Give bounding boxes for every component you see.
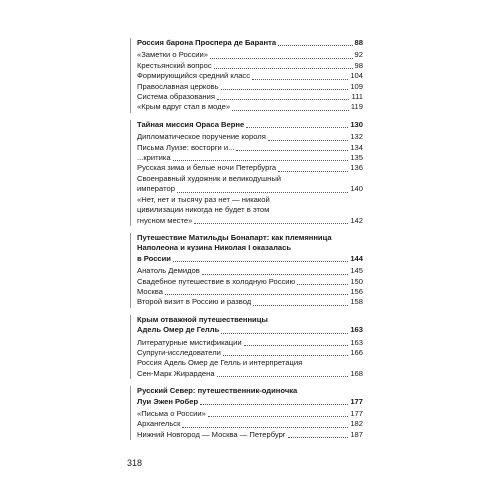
section-heading-line: Крым отважной путешественницы bbox=[137, 314, 268, 324]
leader-dots bbox=[221, 88, 349, 90]
toc-entry-label: Письма Луизе: восторги и... bbox=[137, 142, 235, 152]
leader-dots bbox=[177, 191, 348, 193]
leader-dots bbox=[182, 426, 348, 428]
toc-entry-page: 92 bbox=[354, 50, 363, 60]
leader-dots bbox=[253, 304, 348, 306]
toc-section bbox=[130, 386, 363, 440]
section-title: в России bbox=[137, 253, 171, 263]
leader-dots bbox=[252, 78, 348, 80]
toc-entry[interactable] bbox=[137, 348, 363, 358]
toc-entry-label: Формирующийся средний класс bbox=[137, 71, 251, 81]
toc-entry[interactable] bbox=[137, 143, 363, 153]
toc-entry-page: 166 bbox=[350, 347, 363, 357]
toc-entry-page: 98 bbox=[354, 60, 363, 70]
section-heading[interactable] bbox=[137, 120, 363, 130]
toc-entry[interactable] bbox=[137, 61, 363, 71]
toc-entry-page: 156 bbox=[350, 286, 363, 296]
section-heading-line: Русский Север: путешественник-одиночка bbox=[137, 386, 298, 396]
toc-entry-page: 132 bbox=[350, 132, 363, 142]
page-number: 318 bbox=[127, 458, 143, 468]
section-page: 130 bbox=[350, 119, 363, 129]
toc-entry[interactable] bbox=[137, 195, 363, 226]
toc-entry[interactable] bbox=[137, 338, 363, 348]
toc-entry-label: Архангельск bbox=[137, 419, 181, 429]
section-heading-line: Путешествие Матильды Бонапарт: как племянница bbox=[137, 232, 332, 242]
leader-dots bbox=[200, 403, 348, 405]
toc-section bbox=[130, 38, 363, 113]
section-title: Тайная миссия Ораса Верне bbox=[137, 119, 245, 129]
section-title: Россия барона Проспера де Баранта bbox=[137, 38, 277, 47]
toc-entry-label: ...критика bbox=[137, 153, 171, 163]
toc-entry-label: Второй визит в Россию и развод bbox=[137, 297, 252, 307]
toc-entry[interactable] bbox=[137, 153, 363, 163]
section-heading[interactable] bbox=[137, 315, 363, 336]
leader-dots bbox=[236, 149, 348, 151]
toc-entry-label: Москва bbox=[137, 286, 163, 296]
toc-entry-page: 150 bbox=[350, 276, 363, 286]
toc-section-block bbox=[130, 315, 363, 379]
toc-section bbox=[130, 315, 363, 379]
toc-section-block bbox=[130, 233, 363, 308]
leader-dots bbox=[278, 170, 348, 172]
toc-entry[interactable] bbox=[137, 71, 363, 81]
leader-dots bbox=[217, 98, 349, 100]
toc-entry[interactable] bbox=[137, 82, 363, 92]
toc-entry[interactable] bbox=[137, 430, 363, 440]
toc-entry-label: «Крым вдруг стал в моде» bbox=[137, 102, 231, 112]
toc-entry-page: 134 bbox=[350, 142, 363, 152]
section-heading-line: Наполеона и кузина Николая I оказалась bbox=[137, 243, 292, 253]
toc-entry-page: 158 bbox=[350, 297, 363, 307]
toc-entry-label: «Письма о России» bbox=[137, 409, 206, 418]
leader-dots bbox=[297, 283, 348, 285]
leader-dots bbox=[232, 109, 349, 111]
toc-entry-page: 119 bbox=[350, 102, 363, 112]
toc-entry-label: Дипломатическое поручение короля bbox=[137, 132, 266, 142]
leader-dots bbox=[208, 415, 349, 417]
toc-entry-label: Православная церковь bbox=[137, 81, 219, 91]
toc-entry-page: 163 bbox=[350, 337, 363, 347]
toc-entry-page: 140 bbox=[350, 184, 363, 194]
toc-entry-label: «Заметки о России» bbox=[137, 50, 208, 60]
toc-entry-label: гнусном месте» bbox=[137, 215, 193, 225]
section-page: 177 bbox=[350, 396, 363, 406]
toc-entry-line: Россия Адель Омер де Гелль и интерпретация bbox=[137, 358, 303, 368]
leader-dots bbox=[165, 293, 348, 295]
section-heading[interactable] bbox=[137, 386, 363, 407]
toc-entry[interactable] bbox=[137, 266, 363, 276]
toc-entry[interactable] bbox=[137, 287, 363, 297]
toc-section bbox=[130, 233, 363, 308]
leader-dots bbox=[194, 222, 348, 224]
leader-dots bbox=[214, 67, 353, 69]
toc-entry[interactable] bbox=[137, 174, 363, 195]
toc-entry[interactable] bbox=[137, 419, 363, 429]
toc-entry-line: «Нет, нет и тысячу раз нет — никакой bbox=[137, 194, 270, 204]
section-page: 88 bbox=[354, 38, 363, 47]
toc-section-block bbox=[130, 120, 363, 226]
toc-entry-label: Сен-Марк Жирардена bbox=[137, 368, 215, 378]
toc-section-block bbox=[130, 38, 363, 113]
leader-dots bbox=[278, 44, 353, 46]
leader-dots bbox=[288, 436, 349, 438]
toc-entry-page: 142 bbox=[350, 215, 363, 225]
toc-entry[interactable] bbox=[137, 92, 363, 102]
toc-entry[interactable] bbox=[137, 50, 363, 60]
toc-entry-page: 145 bbox=[350, 266, 363, 276]
toc-entry-label: Нижний Новгород — Москва — Петербург bbox=[137, 429, 286, 439]
toc-entry-label: Свадебное путешествие в холодную Россию bbox=[137, 276, 296, 286]
toc-entry-page: 104 bbox=[350, 71, 363, 81]
toc-entry-line: Своенравный художник и великодушный bbox=[137, 173, 282, 183]
toc-entry-page: 135 bbox=[350, 153, 363, 163]
toc-entry-label: Литературные мистификации bbox=[137, 337, 242, 347]
section-title: Луи Эжен Робер bbox=[137, 396, 199, 406]
toc-entry-label: Супруги-исследователи bbox=[137, 347, 221, 357]
toc-entry-page: 182 bbox=[350, 419, 363, 429]
leader-dots bbox=[173, 159, 349, 161]
leader-dots bbox=[173, 260, 348, 262]
toc-entry-page: 187 bbox=[350, 429, 363, 439]
toc-entry[interactable] bbox=[137, 132, 363, 142]
toc-entry-label: Система образования bbox=[137, 92, 215, 102]
toc-entry-page: 111 bbox=[351, 92, 363, 102]
toc-entry-label: Анатоль Демидов bbox=[137, 266, 200, 276]
toc-entry[interactable] bbox=[137, 297, 363, 307]
toc-entry[interactable] bbox=[137, 409, 363, 419]
toc-entry-line: цивилизации никогда не будет в этом bbox=[137, 205, 270, 215]
section-title: Адель Омер де Гелль bbox=[137, 325, 220, 335]
toc-entry[interactable] bbox=[137, 277, 363, 287]
table-of-contents bbox=[130, 38, 363, 447]
toc-entry-label: Русская зима и белые ночи Петербурга bbox=[137, 163, 277, 173]
toc-entry-page: 168 bbox=[350, 368, 363, 378]
toc-entry[interactable] bbox=[137, 358, 363, 379]
leader-dots bbox=[221, 332, 348, 334]
leader-dots bbox=[223, 354, 348, 356]
toc-entry-label: Крестьянский вопрос bbox=[137, 60, 212, 70]
toc-entry[interactable] bbox=[137, 163, 363, 173]
leader-dots bbox=[217, 375, 349, 377]
toc-section bbox=[130, 120, 363, 226]
toc-entry-page: 177 bbox=[350, 409, 363, 418]
toc-entry-page: 136 bbox=[350, 163, 363, 173]
toc-section-block bbox=[130, 386, 363, 440]
leader-dots bbox=[202, 273, 349, 275]
toc-entry-page: 109 bbox=[350, 81, 363, 91]
section-heading[interactable] bbox=[137, 38, 363, 48]
leader-dots bbox=[244, 344, 349, 346]
section-page: 144 bbox=[350, 253, 363, 263]
leader-dots bbox=[246, 126, 348, 128]
section-heading[interactable] bbox=[137, 233, 363, 264]
toc-entry-label: император bbox=[137, 184, 175, 194]
leader-dots bbox=[210, 57, 353, 59]
section-page: 163 bbox=[350, 325, 363, 335]
toc-entry[interactable] bbox=[137, 102, 363, 112]
leader-dots bbox=[268, 139, 348, 141]
